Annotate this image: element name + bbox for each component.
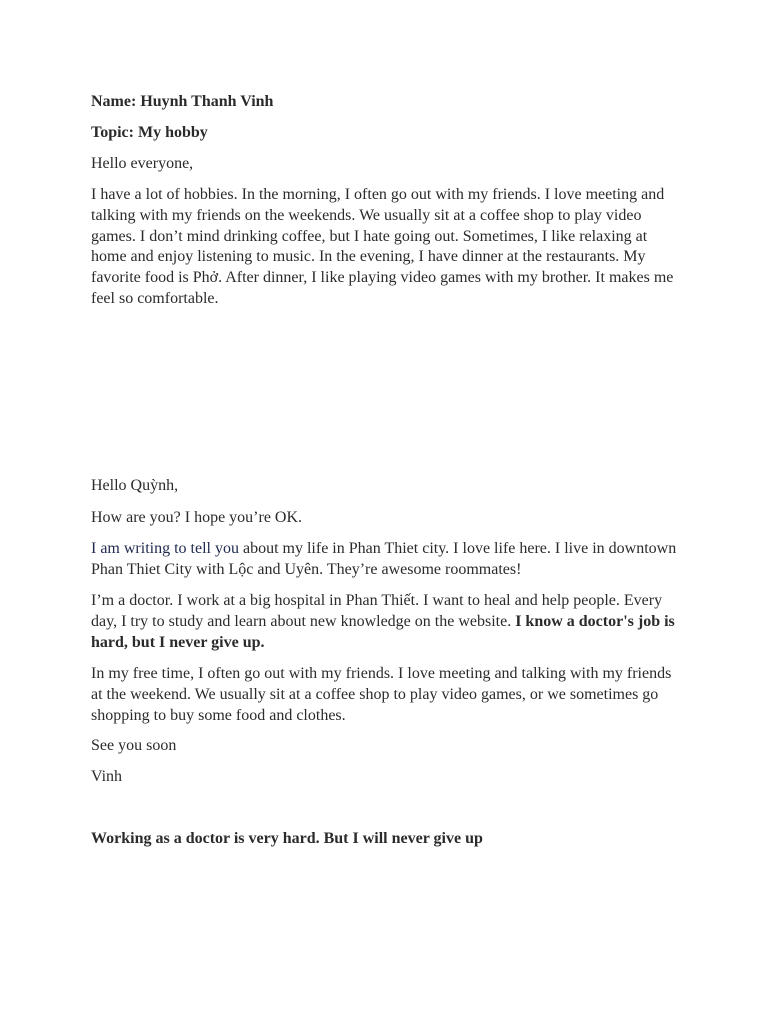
final-statement: Working as a doctor is very hard. But I will never give up (91, 830, 483, 847)
free-time-paragraph: In my free time, I often go out with my friends. I love meeting and talking with my friends at the weekend. We usually sit at a coffee shop to play video games, or we sometimes go shopping to buy some food and clothes. (91, 665, 672, 724)
how-are-you-line: How are you? I hope you’re OK. (91, 509, 303, 526)
greeting-everyone: Hello everyone, (91, 155, 194, 172)
doctor-paragraph (91, 591, 681, 653)
doctor-paragraph-bold: I know a doctor's job is hard, but I never give up. (91, 612, 675, 651)
hobbies-paragraph: I have a lot of hobbies. In the morning, I often go out with my friends. I love meeting and talking with my friends on the weekends. We usually sit at a coffee shop to play video games. I don’t mind drinking coffee, but I hate going out. Sometimes, I like relaxing at home and enjoy listening to music. In the evening, I have dinner at the restaurants. My favorite food is Phở. After dinner, I like playing video games with my brother. It makes me feel so comfortable. (91, 186, 674, 307)
closing-line: See you soon (91, 737, 177, 754)
letter-greeting: Hello Quỳnh, (91, 477, 179, 494)
doctor-paragraph-text: I’m a doctor. I work at a big hospital in Phan Thiết. I want to heal and help people. Every day, I try to study and learn about new knowledge on the website. (91, 592, 663, 630)
topic-line: Topic: My hobby (91, 124, 208, 141)
name-line: Name: Huynh Thanh Vinh (91, 93, 274, 110)
writing-intro-text: I am writing to tell you (91, 540, 239, 557)
life-paragraph-rest: about my life in Phan Thiet city. I love life here. I live in downtown Phan Thiet City with Lộc and Uyên. They’re awesome roommates! (91, 540, 677, 578)
signature: Vinh (91, 768, 123, 785)
life-paragraph (91, 539, 681, 581)
